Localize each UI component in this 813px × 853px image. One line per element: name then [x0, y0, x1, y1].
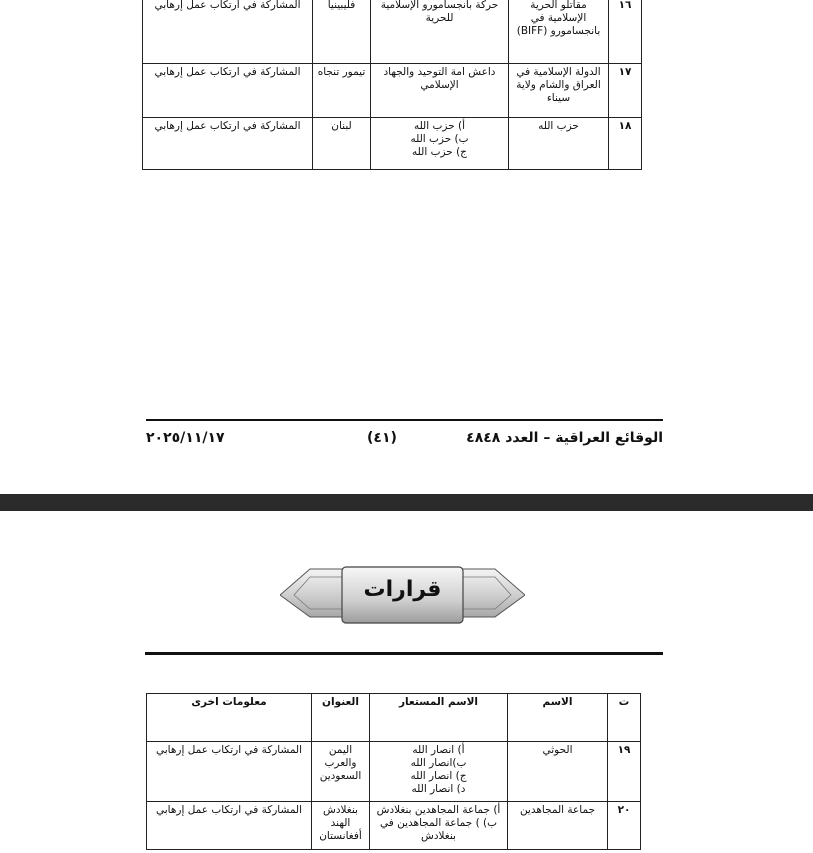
- footer-journal-issue: الوقائع العراقية – العدد ٤٨٤٨: [466, 430, 663, 446]
- entity-alias: أ) جماعة المجاهدين بنغلادش ب) ) جماعة المجاهدين في بنغلادش: [370, 802, 508, 850]
- row-number: ١٧: [609, 64, 642, 118]
- entity-address: فليبينيا: [313, 0, 371, 64]
- table-row: [143, 64, 642, 118]
- entity-name: الدولة الإسلامية في العراق والشام ولاية سيناء: [509, 64, 609, 118]
- entity-address: تيمور تنجاه: [313, 64, 371, 118]
- entity-info: المشاركة في ارتكاب عمل إرهابي: [143, 0, 313, 64]
- table-row: [143, 0, 642, 64]
- decisions-banner: [280, 563, 525, 627]
- entity-alias: حركة بانجسامورو الإسلامية للحرية: [371, 0, 509, 64]
- entity-name: مقاتلو الحرية الإسلامية في بانجسامورو (BIFF): [509, 0, 609, 64]
- document-page-bottom: [0, 511, 813, 853]
- header-info: معلومات اخرى: [147, 694, 312, 742]
- entity-address: لبنان: [313, 118, 371, 170]
- entity-address: بنغلادش الهند أفغانستان: [312, 802, 370, 850]
- footer-page-number: (٤١): [367, 430, 397, 446]
- header-rule: [145, 652, 663, 655]
- row-number: ١٦: [609, 0, 642, 64]
- banner-title: قرارات: [363, 577, 442, 602]
- terror-list-table-top: [142, 0, 642, 170]
- entity-alias: أ) حزب الله ب) حزب الله ج) حزب الله: [371, 118, 509, 170]
- entity-address: اليمن والعرب السعودين: [312, 742, 370, 802]
- entity-alias: أ) انصار الله ب)انصار الله ج) انصار الله د) انصار الله: [370, 742, 508, 802]
- header-address: العنوان: [312, 694, 370, 742]
- table-row: [147, 742, 641, 802]
- table-header-row: [147, 694, 641, 742]
- table-row: [147, 802, 641, 850]
- entity-info: المشاركة في ارتكاب عمل إرهابي: [147, 742, 312, 802]
- entity-name: جماعة المجاهدين: [508, 802, 608, 850]
- table-row: [143, 118, 642, 170]
- terror-list-table-bottom: [146, 693, 641, 850]
- entity-info: المشاركة في ارتكاب عمل إرهابي: [147, 802, 312, 850]
- header-num: ت: [608, 694, 641, 742]
- entity-info: المشاركة في ارتكاب عمل إرهابي: [143, 64, 313, 118]
- header-name: الاسم: [508, 694, 608, 742]
- row-number: ١٨: [609, 118, 642, 170]
- row-number: ١٩: [608, 742, 641, 802]
- entity-name: حزب الله: [509, 118, 609, 170]
- footer-date: ٢٠٢٥/١١/١٧: [146, 430, 225, 446]
- page-separator: [0, 494, 813, 511]
- entity-info: المشاركة في ارتكاب عمل إرهابي: [143, 118, 313, 170]
- entity-name: الحوثي: [508, 742, 608, 802]
- header-alias: الاسم المستعار: [370, 694, 508, 742]
- footer-rule: [146, 419, 663, 421]
- row-number: ٢٠: [608, 802, 641, 850]
- entity-alias: داعش امة التوحيد والجهاد الإسلامي: [371, 64, 509, 118]
